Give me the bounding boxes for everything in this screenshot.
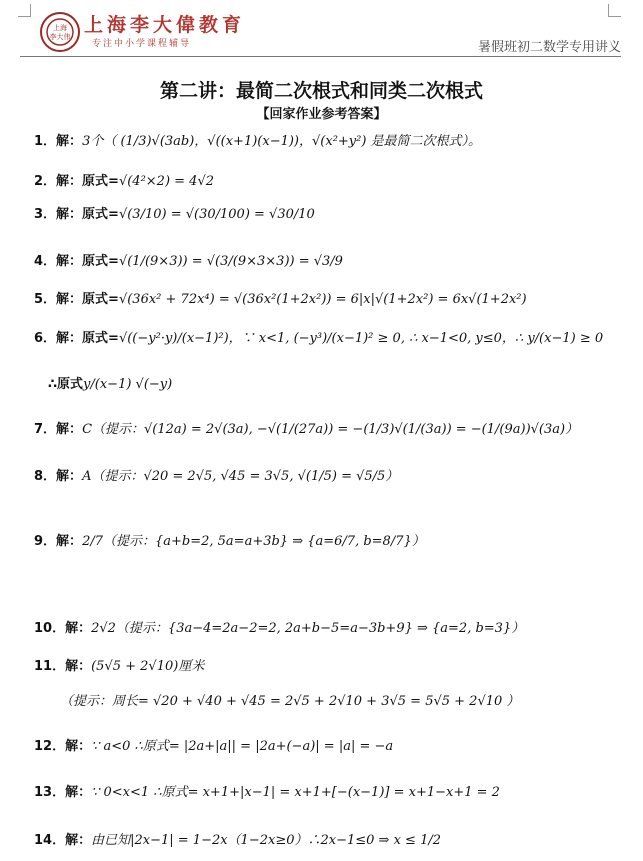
answer-item — [34, 203, 315, 222]
answer-label: 解： — [65, 785, 92, 800]
answer-number: 10． — [34, 621, 66, 636]
answer-content: √(3/10) = √(30/100) = √30/10 — [118, 207, 315, 222]
answer-label: 解： — [56, 534, 83, 549]
answer-item — [34, 288, 527, 307]
answer-number: 8． — [34, 469, 57, 484]
page-title: 第二讲：最简二次根式和同类二次根式 — [159, 80, 483, 102]
answer-content: (5√5 + 2√10)厘米 — [91, 659, 205, 674]
svg-text:李大伟: 李大伟 — [49, 33, 71, 41]
answer-label: ∴原式 — [48, 377, 84, 392]
answer-content: 2/7（提示：{a+b=2, 5a=a+3b} ⇒ {a=6/7, b=8/7}） — [82, 534, 425, 549]
answer-item — [34, 250, 343, 269]
page-subtitle: 【回家作业参考答案】 — [256, 107, 387, 122]
header-divider — [20, 56, 621, 57]
answer-content: A（提示：√20 = 2√5, √45 = 3√5, √(1/5) = √5/5） — [82, 469, 399, 484]
answer-content: y/(x−1) √(−y) — [83, 377, 173, 392]
answer-number: 4． — [34, 254, 57, 269]
answer-content: （提示：周长= √20 + √40 + √45 = 2√5 + 2√10 + 3√5 = 5√5 + 2√10 ） — [60, 694, 520, 709]
answer-content: √(4²×2) = 4√2 — [118, 174, 215, 189]
answer-item — [34, 465, 398, 484]
answer-content: ∵ a<0 ∴原式= |2a+|a|| = |2a+(−a)| = |a| = −a — [91, 739, 394, 754]
answer-number: 7． — [34, 422, 57, 437]
answer-content: 3个（ (1/3)√(3ab)，√((x+1)(x−1))，√(x²+y²) 是最简二次根式）。 — [82, 134, 482, 149]
header-course-title: 暑假班初二数学专用讲义 — [477, 40, 621, 55]
answer-content: 由已知|2x−1| = 1−2x（1−2x≥0）∴2x−1≤0 ⇒ x ≤ 1/2 — [91, 833, 441, 848]
answer-content: √((−y²·y)/(x−1)²)，∵ x<1, (−y³)/(x−1)² ≥ 0, ∴ x−1<0, y≤0，∴ y/(x−1) ≥ 0 — [118, 331, 604, 346]
answer-number: 6． — [34, 331, 57, 346]
answer-label: 解： — [65, 621, 92, 636]
brand-name: 上海李大偉教育 — [84, 14, 246, 36]
brand-tagline: 专注中小学课程辅导 — [92, 39, 192, 49]
answer-label: 解： — [56, 469, 83, 484]
svg-text:上海: 上海 — [53, 24, 67, 32]
answer-number: 11． — [34, 659, 66, 674]
answer-label: 解：原式= — [56, 174, 119, 189]
answer-label: 解：原式= — [56, 254, 119, 269]
answer-item — [34, 735, 393, 754]
answer-hint — [60, 690, 519, 709]
answer-content: 2√2（提示：{3a−4=2a−2=2, 2a+b−5=a−3b+9} ⇒ {a=2, b=3}） — [91, 621, 525, 636]
answer-content: √(1/(9×3)) = √(3/(9×3×3)) = √3/9 — [118, 254, 343, 269]
answer-number: 5． — [34, 292, 57, 307]
answer-item — [34, 327, 603, 346]
answer-label: 解： — [65, 833, 92, 848]
answer-number: 14． — [34, 833, 66, 848]
answer-label: 解：原式= — [56, 207, 119, 222]
answer-number: 1． — [34, 134, 57, 149]
answer-label: 解：原式= — [56, 292, 119, 307]
answer-number: 12． — [34, 739, 66, 754]
answer-item — [34, 418, 578, 437]
answer-number: 3． — [34, 207, 57, 222]
answer-item — [48, 373, 172, 392]
answer-label: 解： — [65, 739, 92, 754]
crop-mark-top-right — [608, 4, 621, 17]
answer-item — [34, 130, 481, 149]
answer-label: 解： — [56, 134, 83, 149]
answer-item — [34, 530, 425, 549]
answer-content: √(36x² + 72x⁴) = √(36x²(1+2x²)) = 6|x|√(1+2x²) = 6x√(1+2x²) — [118, 292, 527, 307]
answer-number: 13． — [34, 785, 66, 800]
answer-label: 解： — [65, 659, 92, 674]
answer-label: 解： — [56, 422, 83, 437]
answer-content: ∵ 0<x<1 ∴原式= x+1+|x−1| = x+1+[−(x−1)] = x+1−x+1 = 2 — [91, 785, 500, 800]
answer-item — [34, 781, 500, 800]
answer-item — [34, 829, 441, 848]
logo-badge-icon — [40, 12, 80, 52]
answer-item — [34, 655, 204, 674]
page-header — [0, 0, 643, 60]
answer-number: 2． — [34, 174, 57, 189]
answer-content: C（提示：√(12a) = 2√(3a), −√(1/(27a)) = −(1/3)√(1/(3a)) = −(1/(9a))√(3a)） — [82, 422, 579, 437]
answer-item — [34, 170, 214, 189]
answer-label: 解：原式= — [56, 331, 119, 346]
answer-number: 9． — [34, 534, 57, 549]
crop-mark-top-left — [18, 4, 31, 17]
answer-item — [34, 617, 524, 636]
